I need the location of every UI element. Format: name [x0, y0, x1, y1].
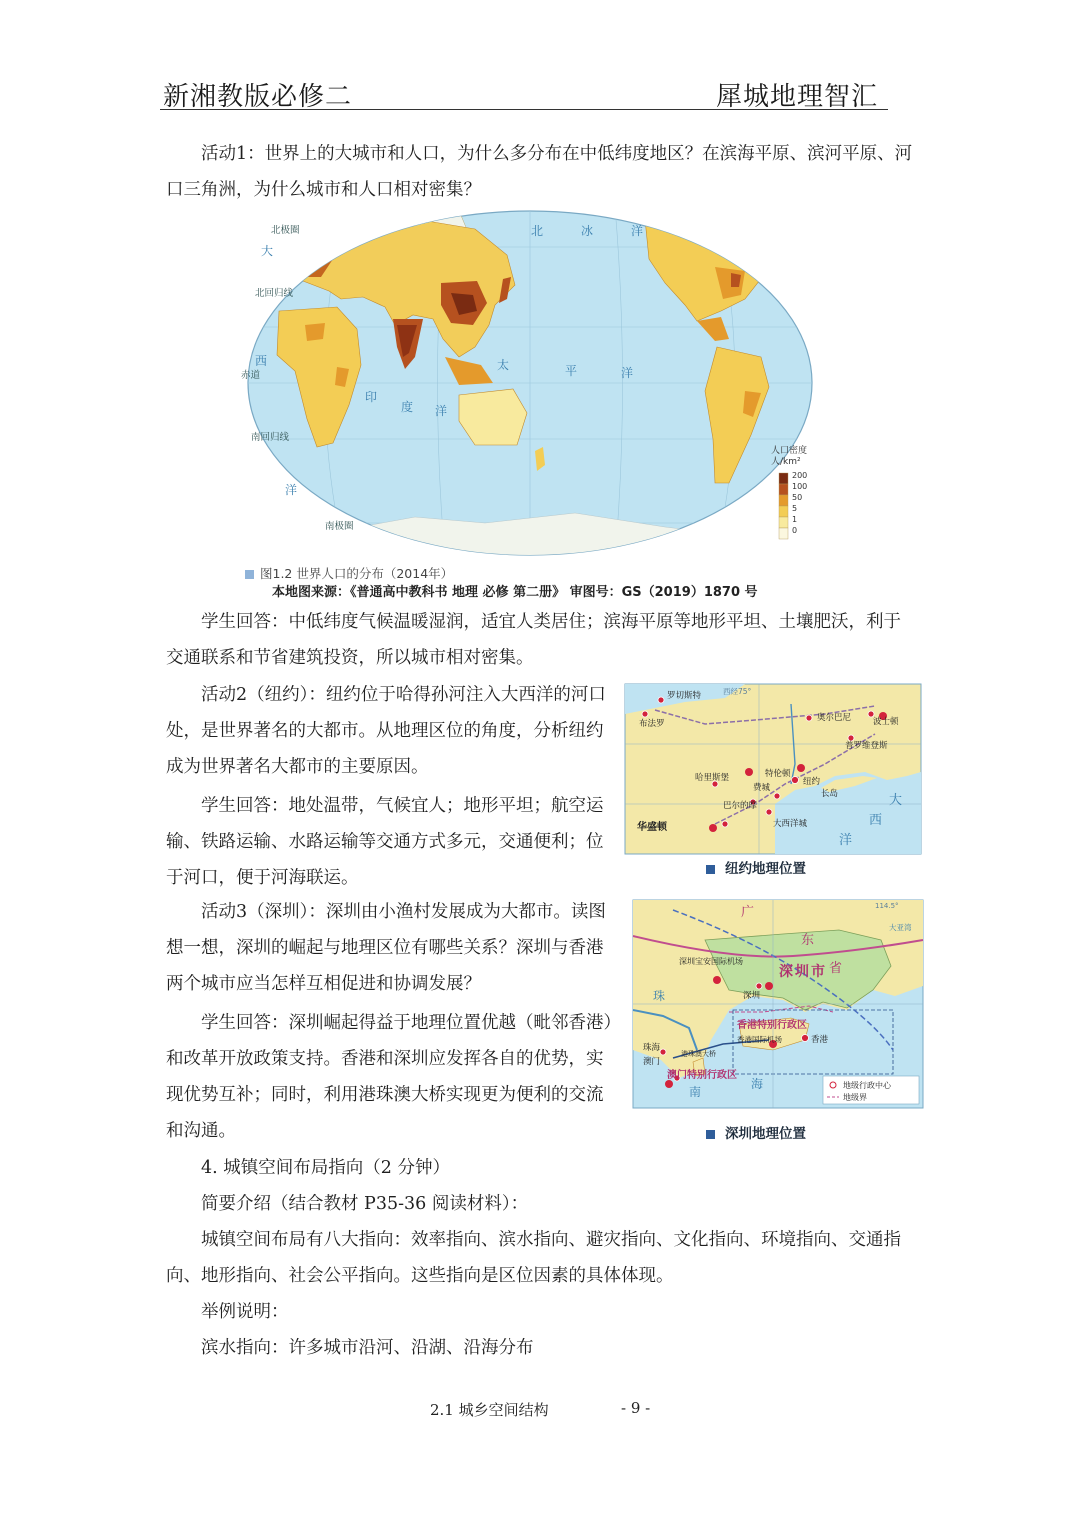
- legend-swatch: [779, 528, 788, 539]
- antarctic-circle-label: 南极圈: [325, 521, 354, 532]
- tropic-of-capricorn-label: 南回归线: [251, 432, 290, 443]
- legend-unit: 人/km²: [771, 457, 801, 467]
- ny-label-harrisburg: 哈里斯堡: [695, 773, 730, 783]
- sz-label-hai: 海: [751, 1077, 764, 1091]
- ocean-label-arctic-2: 冰: [581, 224, 594, 238]
- legend-swatch: [779, 484, 788, 495]
- ny-label-atlantic-city: 大西洋城: [773, 819, 808, 829]
- ny-map-caption: 纽约地理位置: [706, 857, 806, 877]
- ocean-label-indian-3: 洋: [435, 404, 448, 418]
- ocean-label-pacific-3: 洋: [621, 366, 634, 380]
- ny-label-philadelphia: 费城: [753, 783, 771, 793]
- sz-legend-admin-center: 地级行政中心: [843, 1081, 891, 1090]
- tropic-of-cancer-label: 北回归线: [255, 288, 294, 299]
- legend-value-label: 100: [792, 482, 808, 491]
- sz-label-shi: 市: [811, 964, 825, 980]
- shenzhen-location-map: [633, 900, 923, 1108]
- population-density-legend: [771, 444, 807, 539]
- legend-title: 人口密度: [771, 446, 808, 456]
- ny-label-washington: 华盛顿: [637, 822, 667, 833]
- sz-label-guang: 广: [741, 905, 755, 920]
- sz-label-hk-region: 香港特别行政区: [737, 1020, 807, 1031]
- header-divider: [160, 109, 888, 110]
- world-map-source: 本地图来源：《普通高中教科书 地理 必修 第二册》 审图号：GS（2019）1870 号: [272, 585, 758, 600]
- section-4-intro: 简要介绍（结合教材 P35-36 阅读材料）：: [201, 1194, 529, 1214]
- header-left-title: 新湘教版必修二: [163, 82, 353, 112]
- sz-label-hongkong: 香港: [811, 1035, 829, 1045]
- ny-label-rochester: 罗切斯特: [667, 691, 702, 701]
- sz-label-hk-airport: 香港国际机场: [737, 1035, 782, 1044]
- sz-label-zhu: 珠: [653, 989, 666, 1003]
- ocean-label-atlantic-top: 大: [261, 244, 274, 258]
- sz-map-caption: 深圳地理位置: [706, 1122, 806, 1142]
- ocean-label-indian-1: 印: [365, 390, 378, 404]
- activity-1-text: 活动1：世界上的大城市和人口，为什么多分布在中低纬度地区？在滨海平原、滨河平原、河口三角洲，为什么城市和人口相对密集？: [166, 144, 913, 200]
- ocean-label-atlantic-xi: 西: [255, 354, 268, 368]
- sz-label-sheng: 省: [829, 961, 843, 976]
- ocean-label-pacific-2: 平: [565, 364, 578, 378]
- header-right-title: 犀城地理智汇: [716, 82, 879, 112]
- ny-label-baltimore: 巴尔的摩: [723, 801, 758, 811]
- answer-2-text: 学生回答：地处温带，气候宜人；地形平坦；航空运输、铁路运输、水路运输等交通方式多元，交通便利；位于河口，便于河海联运。: [166, 796, 604, 888]
- legend-swatch: [779, 517, 788, 528]
- section-4-title: 4. 城镇空间布局指向（2 分钟）: [201, 1158, 450, 1178]
- world-map-caption: 图1.2 世界人口的分布（2014年）: [245, 564, 453, 582]
- equator-label: 赤道: [241, 370, 261, 381]
- activity-2-text: 活动2（纽约）：纽约位于哈得孙河注入大西洋的河口处，是世界著名的大都市。从地理区位的角度，分析纽约成为世界著名大都市的主要原因。: [166, 685, 606, 777]
- sz-label-zhen: 圳: [795, 964, 809, 980]
- ocean-label-arctic-1: 北: [531, 224, 544, 238]
- footer-section: 2.1 城乡空间结构: [430, 1401, 549, 1419]
- legend-swatch: [779, 495, 788, 506]
- world-population-map: [241, 207, 815, 559]
- sz-label-dong: 东: [801, 933, 815, 948]
- new-york-location-map: [625, 684, 921, 854]
- sz-label-macau: 澳门: [643, 1057, 661, 1067]
- ny-label-trenton: 特伦顿: [765, 769, 791, 779]
- ny-label-boston: 波士顿: [873, 717, 899, 727]
- ocean-label-atlantic-yang: 洋: [285, 483, 298, 497]
- legend-value-label: 0: [792, 526, 798, 535]
- ny-label-providence: 普罗维登斯: [845, 741, 888, 751]
- ny-longitude-label: 西经75°: [723, 687, 752, 696]
- sz-label-zhuhai: 珠海: [643, 1043, 661, 1053]
- section-4-body: 城镇空间布局有八大指向：效率指向、滨水指向、避灾指向、文化指向、环境指向、交通指向、地形指向、社会公平指向。这些指向是区位因素的具体体现。: [166, 1230, 901, 1286]
- arctic-circle-label: 北极圈: [271, 225, 300, 236]
- sz-label-macau-region: 澳门特别行政区: [667, 1070, 737, 1081]
- ny-label-longisland: 长岛: [821, 789, 839, 799]
- answer-3-text: 学生回答：深圳崛起得益于地理位置优越（毗邻香港）和改革开放政策支持。香港和深圳应发挥各自的优势，实现优势互补；同时，利用港珠澳大桥实现更为便利的交流和沟通。: [166, 1013, 613, 1141]
- section-4-example-label: 举例说明：: [201, 1302, 289, 1322]
- sz-label-nan: 南: [689, 1085, 702, 1099]
- ny-label-newyork: 纽约: [803, 777, 821, 787]
- legend-value-label: 50: [792, 493, 803, 502]
- legend-value-label: 200: [792, 471, 808, 480]
- ocean-label-pacific-1: 太: [497, 358, 510, 372]
- answer-1-text: 学生回答：中低纬度气候温暖湿润，适宜人类居住；滨海平原等地形平坦、土壤肥沃，利于交通联系和节省建筑投资，所以城市相对密集。: [166, 612, 901, 668]
- legend-swatch: [779, 473, 788, 484]
- sz-label-bridge: 港珠澳大桥: [681, 1050, 716, 1058]
- ny-ocean-yang: 洋: [839, 833, 853, 848]
- ocean-label-indian-2: 度: [401, 400, 414, 414]
- sz-label-airport: 深圳宝安国际机场: [679, 957, 743, 966]
- legend-value-label: 1: [792, 515, 798, 524]
- activity-3-text: 活动3（深圳）：深圳由小渔村发展成为大都市。读图想一想，深圳的崛起与地理区位有哪些关系？深圳与香港两个城市应当怎样互相促进和协调发展？: [166, 902, 606, 994]
- sz-legend-boundary: 地级界: [843, 1093, 867, 1102]
- ocean-label-arctic-3: 洋: [631, 224, 644, 238]
- sz-label-shen: 深: [779, 964, 793, 980]
- legend-value-label: 5: [792, 504, 798, 513]
- section-4-example: 滨水指向：许多城市沿河、沿湖、沿海分布: [201, 1338, 534, 1358]
- ny-ocean-da: 大: [889, 793, 903, 808]
- sz-label-shenzhen: 深圳: [743, 991, 761, 1001]
- sz-longitude-label: 114.5°: [875, 902, 899, 910]
- ny-label-albany: 奥尔巴尼: [817, 713, 852, 723]
- sz-label-dayawan: 大亚湾: [889, 923, 912, 932]
- footer-page-number: - 9 -: [621, 1399, 651, 1417]
- legend-swatch: [779, 506, 788, 517]
- ny-label-buffalo: 布法罗: [639, 719, 665, 729]
- ny-ocean-xi: 西: [869, 813, 883, 828]
